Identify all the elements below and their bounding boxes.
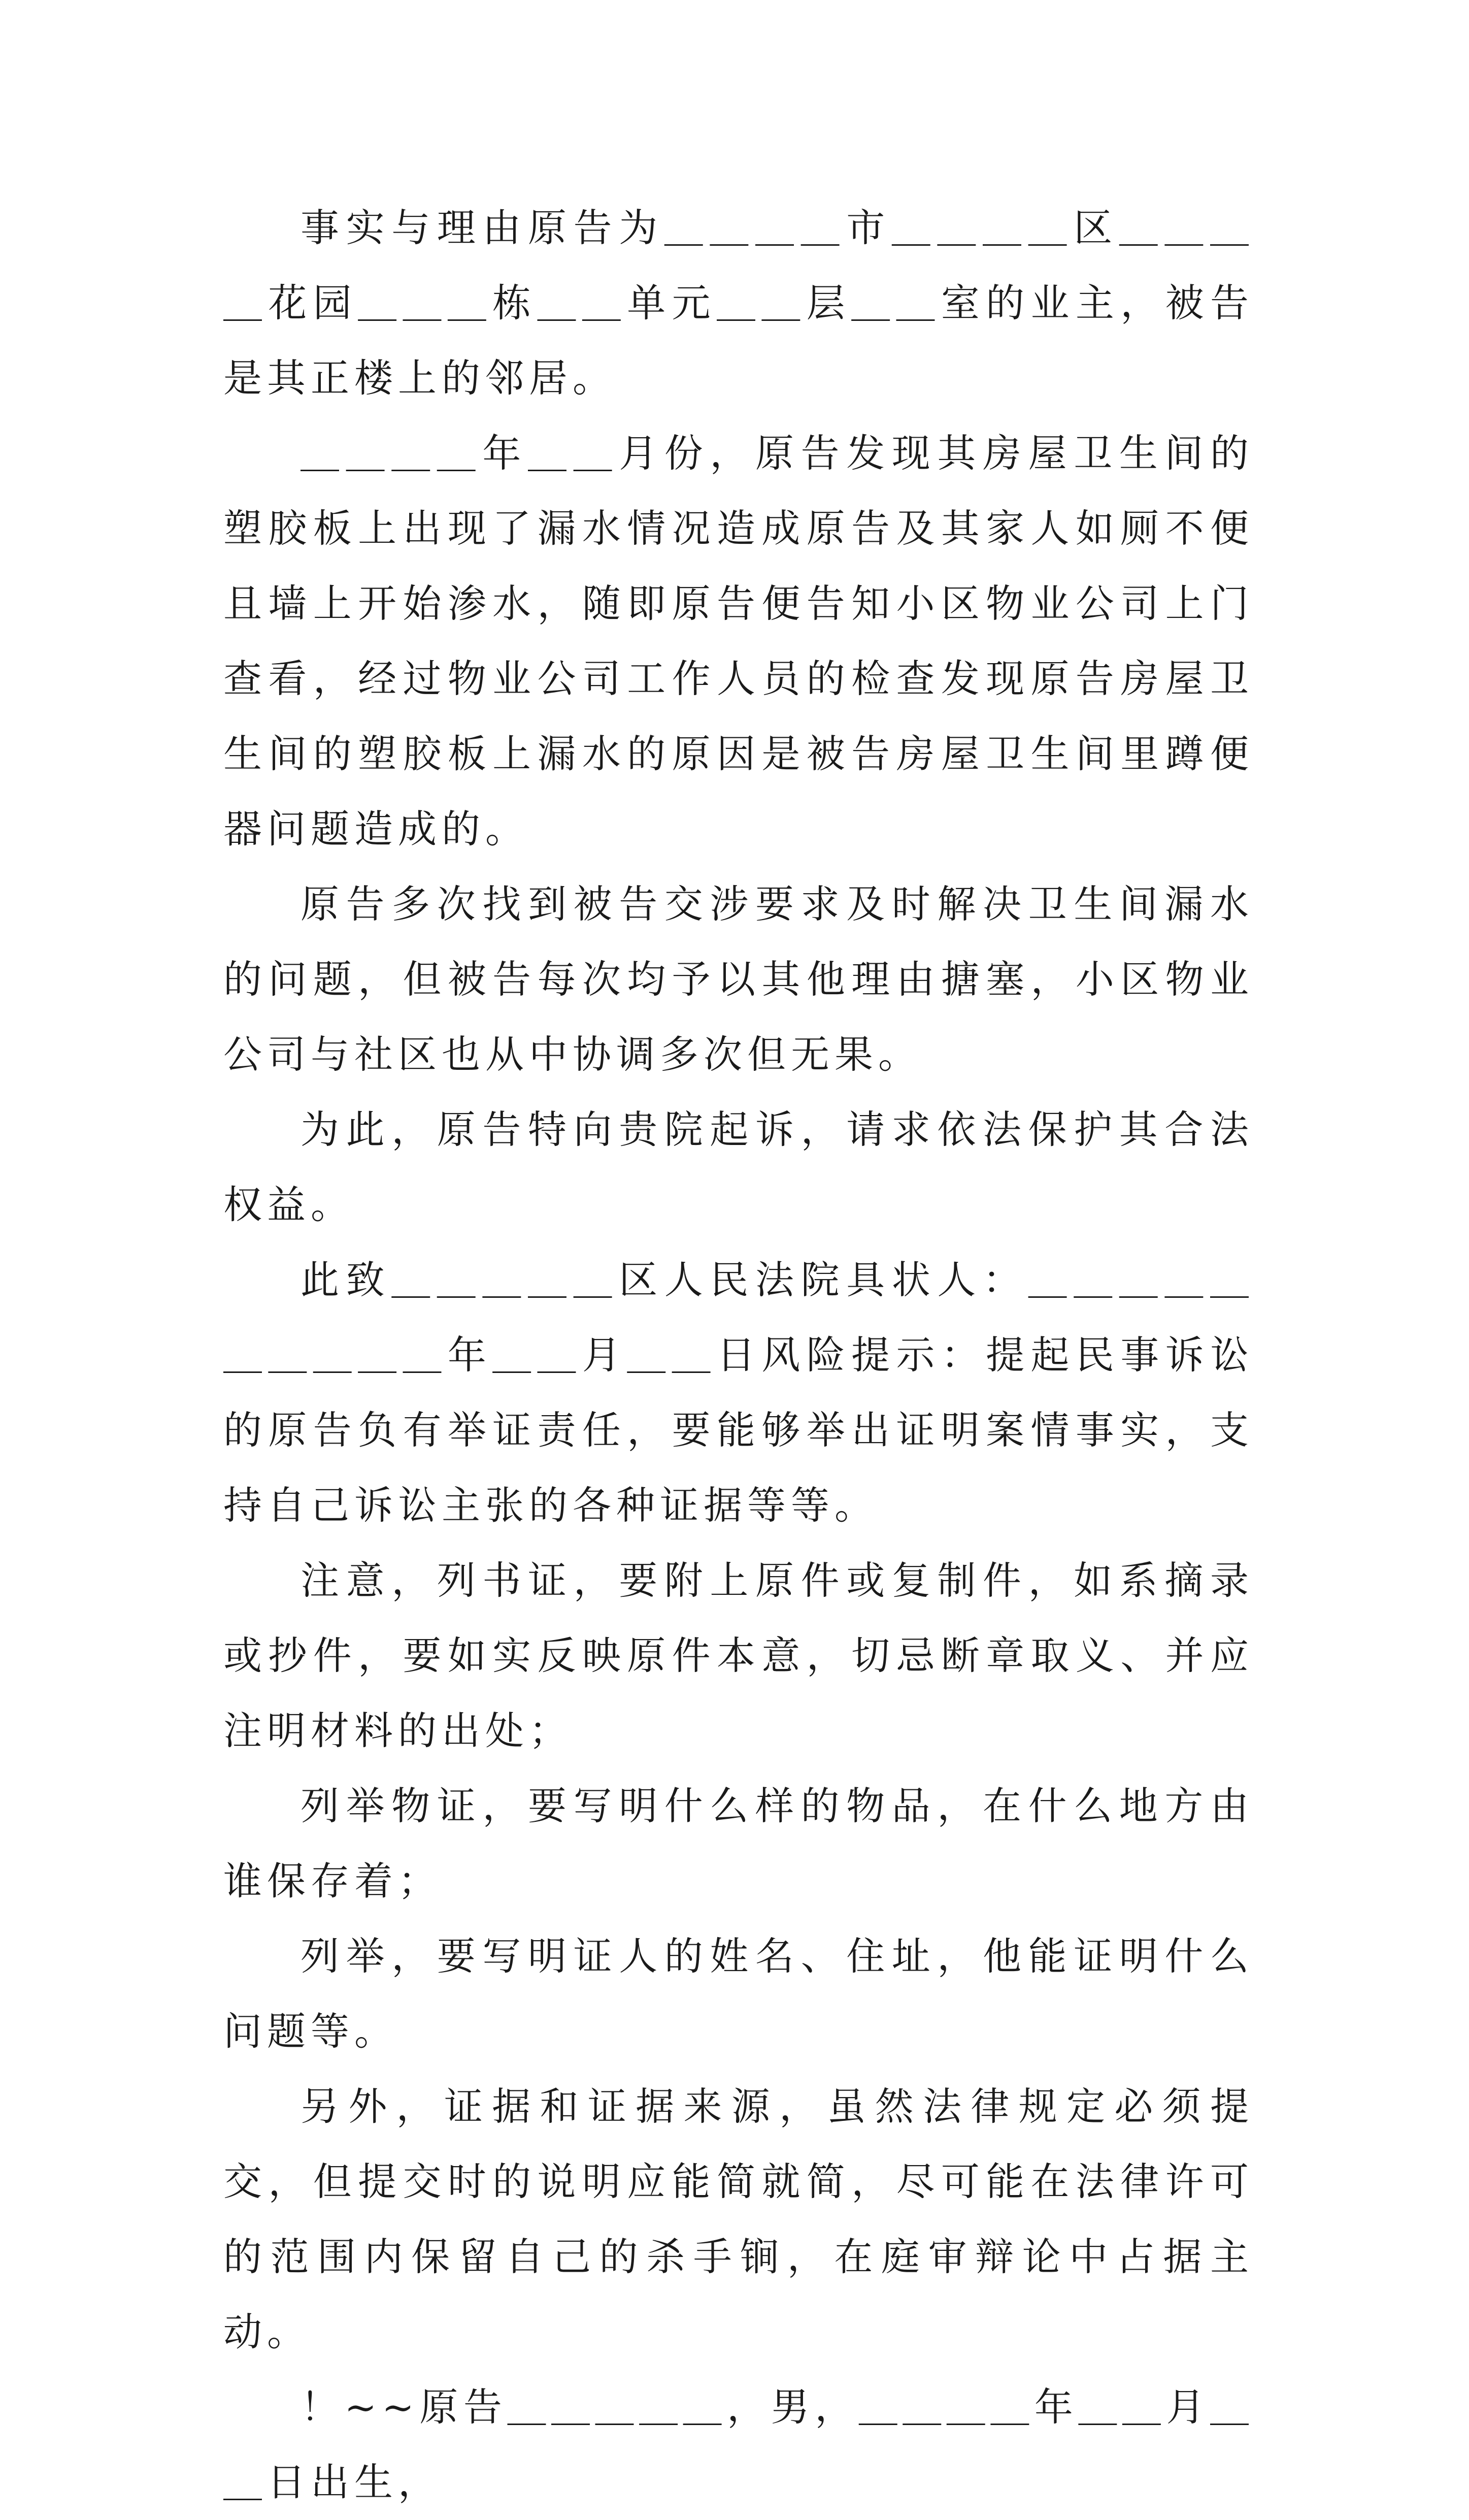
paragraph-request: 为此，原告特向贵院起诉，请求依法保护其合法权益。: [223, 1107, 1254, 1227]
paragraph-negotiation: 原告多次找到被告交涉要求及时解决卫生间漏水的问题，但被告每次均予以其他理由搪塞，小区物业公司与社区也从中协调多次但无果。: [223, 881, 1254, 1077]
paragraph-witness: 列举，要写明证人的姓名、住址，他能证明什么问题等。: [223, 1934, 1254, 2054]
document-body: [223, 190, 1254, 2520]
paragraph-plaintiff-info: ！~~原告＿＿＿＿＿，男，＿＿＿＿年＿＿月＿＿日出生，: [223, 2384, 1254, 2505]
paragraph-facts-and-reasons: 事实与理由原告为＿＿＿＿市＿＿＿＿区＿＿＿＿花园＿＿＿栋＿＿单元＿＿层＿＿室的业主，被告是其正楼上的邻居。: [223, 205, 1254, 401]
paragraph-court-and-risk-notice: 此致＿＿＿＿＿区人民法院具状人：＿＿＿＿＿＿＿＿＿＿年＿＿月＿＿日风险提示：提起民事诉讼的原告负有举证责任，要能够举出证明案情事实，支持自己诉讼主张的各种证据等等。: [223, 1257, 1254, 1528]
paragraph-leak-discovery: ＿＿＿＿年＿＿月份，原告发现其房屋卫生间的塑胶板上出现了漏水情况造成原告及其家人如厕不便且墙上开始渗水，随即原告便告知小区物业公司上门查看，经过物业公司工作人员的检查发现原告房屋卫生间的塑胶板上漏水的原因是被告房屋卫生间里蹲便器问题造成的。: [223, 431, 1254, 852]
paragraph-evidence-strategy: 另外，证据和证据来源，虽然法律规定必须提交，但提交时的说明应能简就简，尽可能在法律许可的范围内保留自己的杀手锏，在庭审辩论中占据主动。: [223, 2084, 1254, 2354]
paragraph-documentary-evidence: 注意，列书证，要附上原件或复制件，如系摘录或抄件，要如实反映原件本意，切忌断章取义、并应注明材料的出处；: [223, 1558, 1254, 1753]
paragraph-physical-evidence: 列举物证，要写明什么样的物品，在什么地方由谁保存着；: [223, 1783, 1254, 1904]
